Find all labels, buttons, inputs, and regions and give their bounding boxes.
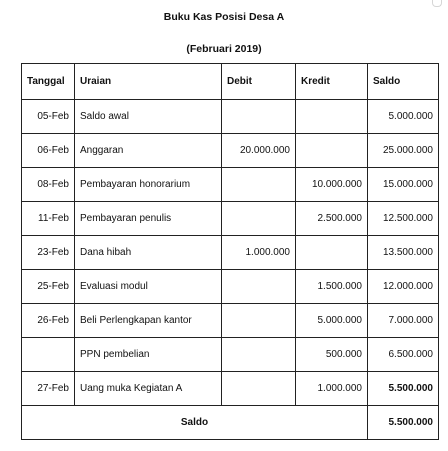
table-row	[22, 134, 439, 168]
cell-saldo: 12.000.000	[368, 270, 439, 304]
cell-kredit	[296, 100, 368, 134]
cell-saldo: 13.500.000	[368, 236, 439, 270]
cell-kredit: 5.000.000	[296, 304, 368, 338]
table-row	[22, 304, 439, 338]
cell-debit	[222, 168, 296, 202]
cell-saldo: 15.000.000	[368, 168, 439, 202]
cell-saldo: 6.500.000	[368, 338, 439, 372]
header-debit: Debit	[222, 64, 296, 100]
table-row	[22, 236, 439, 270]
cell-uraian: Anggaran	[75, 134, 222, 168]
cell-saldo: 7.000.000	[368, 304, 439, 338]
cell-tanggal: 05-Feb	[22, 100, 75, 134]
cell-uraian: Uang muka Kegiatan A	[75, 372, 222, 406]
cell-debit	[222, 270, 296, 304]
cell-tanggal: 25-Feb	[22, 270, 75, 304]
header-saldo: Saldo	[368, 64, 439, 100]
table-header-row	[22, 64, 439, 100]
cell-kredit	[296, 134, 368, 168]
cell-debit	[222, 202, 296, 236]
header-tanggal: Tanggal	[22, 64, 75, 100]
cell-debit: 20.000.000	[222, 134, 296, 168]
cell-tanggal: 08-Feb	[22, 168, 75, 202]
table-row	[22, 338, 439, 372]
corner-decoration-icon	[432, 0, 442, 7]
total-value: 5.500.000	[368, 406, 439, 440]
cell-debit	[222, 338, 296, 372]
cell-uraian: Pembayaran honorarium	[75, 168, 222, 202]
cell-uraian: Dana hibah	[75, 236, 222, 270]
header-kredit: Kredit	[296, 64, 368, 100]
cell-tanggal: 26-Feb	[22, 304, 75, 338]
total-label: Saldo	[22, 406, 368, 440]
cell-saldo: 25.000.000	[368, 134, 439, 168]
cell-kredit: 1.500.000	[296, 270, 368, 304]
cell-kredit: 2.500.000	[296, 202, 368, 236]
table-total-row	[22, 406, 439, 440]
cell-saldo: 5.000.000	[368, 100, 439, 134]
cell-uraian: Saldo awal	[75, 100, 222, 134]
cell-debit	[222, 304, 296, 338]
table-row	[22, 270, 439, 304]
cell-debit	[222, 100, 296, 134]
cell-tanggal: 06-Feb	[22, 134, 75, 168]
cell-uraian: Beli Perlengkapan kantor	[75, 304, 222, 338]
cell-kredit: 1.000.000	[296, 372, 368, 406]
document-title: Buku Kas Posisi Desa A	[163, 11, 285, 23]
cell-tanggal: 27-Feb	[22, 372, 75, 406]
cell-tanggal	[22, 338, 75, 372]
cell-tanggal: 11-Feb	[22, 202, 75, 236]
cell-debit: 1.000.000	[222, 236, 296, 270]
header-uraian: Uraian	[75, 64, 222, 100]
table-row	[22, 168, 439, 202]
cell-uraian: Evaluasi modul	[75, 270, 222, 304]
cell-saldo: 5.500.000	[368, 372, 439, 406]
cell-kredit: 500.000	[296, 338, 368, 372]
cash-book-table	[21, 63, 439, 440]
document-subtitle: (Februari 2019)	[186, 43, 262, 55]
cell-uraian: PPN pembelian	[75, 338, 222, 372]
table-row	[22, 100, 439, 134]
cell-debit	[222, 372, 296, 406]
cell-tanggal: 23-Feb	[22, 236, 75, 270]
table-row	[22, 372, 439, 406]
table-row	[22, 202, 439, 236]
cell-uraian: Pembayaran penulis	[75, 202, 222, 236]
cell-kredit	[296, 236, 368, 270]
cell-saldo: 12.500.000	[368, 202, 439, 236]
cell-kredit: 10.000.000	[296, 168, 368, 202]
